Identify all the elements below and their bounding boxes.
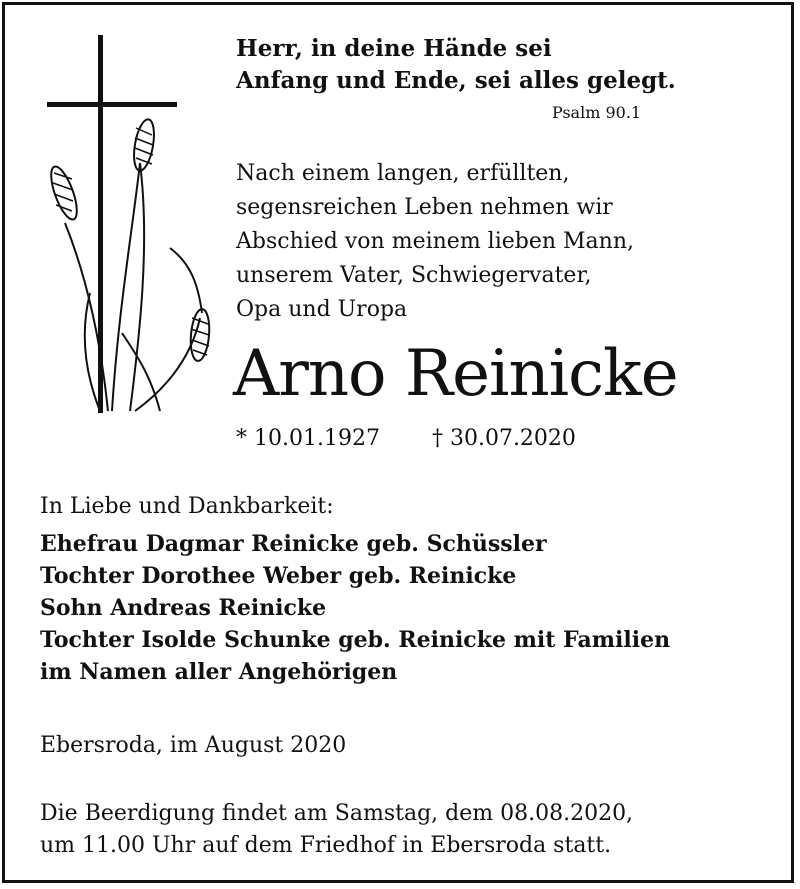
- family-member: Sohn Andreas Reinicke: [40, 595, 327, 621]
- intro-line: Nach einem langen, erfüllten,: [236, 161, 570, 186]
- funeral-line: um 11.00 Uhr auf dem Friedhof in Ebersroda statt.: [40, 833, 612, 858]
- verse-line: Herr, in deine Hände sei: [236, 35, 552, 62]
- family-member: Tochter Isolde Schunke geb. Reinicke mit Familien: [40, 627, 671, 653]
- verse-line: Anfang und Ende, sei alles gelegt.: [236, 67, 676, 94]
- family-member: Ehefrau Dagmar Reinicke geb. Schüssler: [40, 531, 547, 557]
- deceased-name: Arno Reinicke: [233, 337, 678, 411]
- verse-source: Psalm 90.1: [552, 103, 642, 122]
- cross-with-wheat-icon: [40, 33, 220, 418]
- family-member: im Namen aller Angehörigen: [40, 659, 398, 685]
- family-member: Tochter Dorothee Weber geb. Reinicke: [40, 563, 517, 589]
- funeral-info: [40, 798, 633, 862]
- life-dates: [236, 426, 576, 451]
- intro-line: unserem Vater, Schwiegervater,: [236, 263, 592, 288]
- funeral-line: Die Beerdigung findet am Samstag, dem 08.08.2020,: [40, 801, 634, 826]
- place-date: Ebersroda, im August 2020: [40, 733, 347, 758]
- verse-quote: [236, 33, 676, 97]
- family-list: [40, 528, 670, 688]
- birth-date: * 10.01.1927: [236, 426, 380, 451]
- family-intro: In Liebe und Dankbarkeit:: [40, 494, 334, 519]
- intro-text: [236, 157, 634, 327]
- intro-line: Abschied von meinem lieben Mann,: [236, 229, 635, 254]
- death-date: † 30.07.2020: [431, 426, 576, 451]
- intro-line: Opa und Uropa: [236, 297, 408, 322]
- intro-line: segensreichen Leben nehmen wir: [236, 195, 613, 220]
